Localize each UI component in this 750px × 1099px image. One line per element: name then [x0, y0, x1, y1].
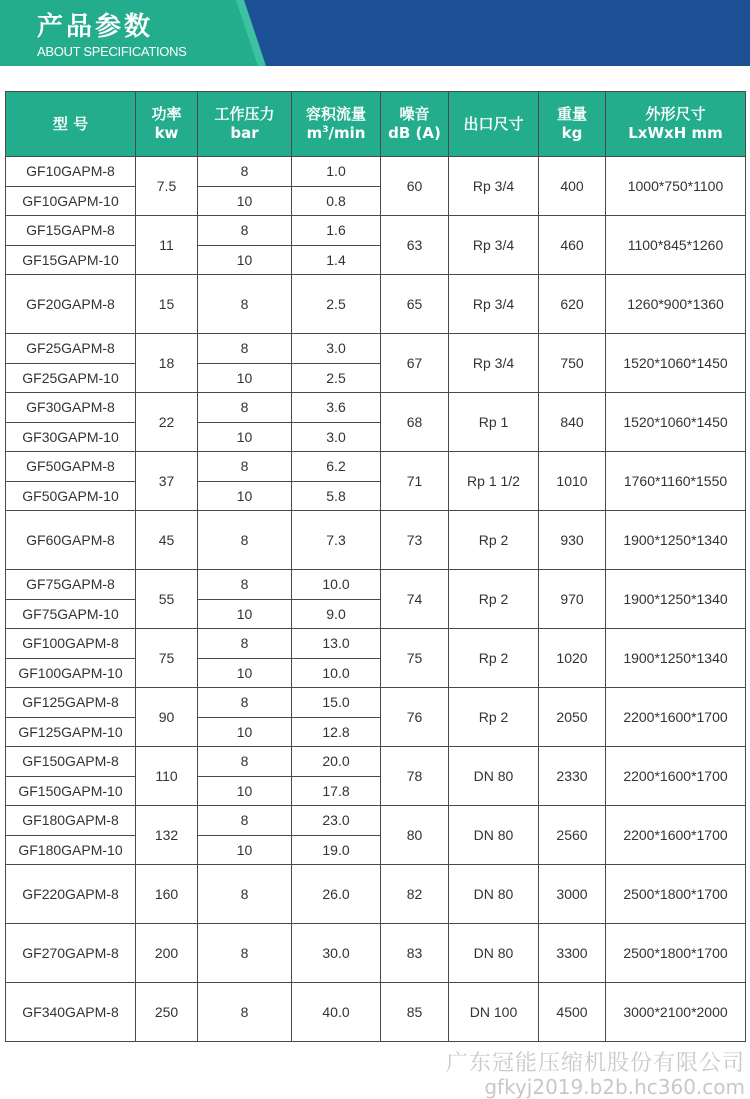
power-cell: 37	[136, 452, 198, 511]
dimensions-cell: 1900*1250*1340	[606, 511, 746, 570]
table-row	[6, 393, 746, 423]
table-header-row	[6, 92, 746, 157]
flow-cell: 5.8	[292, 481, 381, 511]
power-cell: 15	[136, 275, 198, 334]
model-cell: GF20GAPM-8	[6, 275, 136, 334]
header-model	[6, 92, 136, 157]
weight-cell: 4500	[539, 983, 606, 1042]
flow-cell: 17.8	[292, 776, 381, 806]
weight-cell: 2050	[539, 688, 606, 747]
pressure-cell: 8	[198, 570, 292, 600]
table-row	[6, 983, 746, 1042]
header-power	[136, 92, 198, 157]
table-row	[6, 924, 746, 983]
flow-cell: 1.0	[292, 157, 381, 187]
power-cell: 200	[136, 924, 198, 983]
weight-cell: 460	[539, 216, 606, 275]
outlet-cell: Rp 2	[449, 511, 539, 570]
model-cell: GF25GAPM-10	[6, 363, 136, 393]
dimensions-cell: 1000*750*1100	[606, 157, 746, 216]
weight-cell: 840	[539, 393, 606, 452]
dimensions-cell: 2200*1600*1700	[606, 806, 746, 865]
table-row	[6, 688, 746, 718]
power-cell: 75	[136, 629, 198, 688]
pressure-cell: 8	[198, 334, 292, 364]
power-cell: 90	[136, 688, 198, 747]
header-model-label: 型 号	[52, 114, 89, 133]
noise-cell: 83	[381, 924, 449, 983]
power-cell: 22	[136, 393, 198, 452]
model-cell: GF75GAPM-10	[6, 599, 136, 629]
model-cell: GF180GAPM-10	[6, 835, 136, 865]
table-row	[6, 747, 746, 777]
dimensions-cell: 1520*1060*1450	[606, 334, 746, 393]
watermark-url: gfkyj2019.b2b.hc360.com	[484, 1075, 745, 1099]
pressure-cell: 8	[198, 393, 292, 423]
table-body	[6, 157, 746, 1042]
model-cell: GF30GAPM-8	[6, 393, 136, 423]
outlet-cell: DN 80	[449, 924, 539, 983]
noise-cell: 78	[381, 747, 449, 806]
header-flow-unit-base: m	[306, 124, 323, 142]
pressure-cell: 10	[198, 245, 292, 275]
model-cell: GF15GAPM-8	[6, 216, 136, 246]
flow-cell: 2.5	[292, 363, 381, 393]
power-cell: 11	[136, 216, 198, 275]
pressure-cell: 8	[198, 629, 292, 659]
outlet-cell: Rp 3/4	[449, 275, 539, 334]
weight-cell: 2330	[539, 747, 606, 806]
pressure-cell: 10	[198, 599, 292, 629]
flow-cell: 10.0	[292, 570, 381, 600]
dimensions-cell: 2500*1800*1700	[606, 924, 746, 983]
outlet-cell: Rp 2	[449, 570, 539, 629]
dimensions-cell: 2200*1600*1700	[606, 747, 746, 806]
pressure-cell: 8	[198, 452, 292, 482]
power-cell: 160	[136, 865, 198, 924]
pressure-cell: 8	[198, 688, 292, 718]
weight-cell: 400	[539, 157, 606, 216]
dimensions-cell: 1900*1250*1340	[606, 570, 746, 629]
noise-cell: 60	[381, 157, 449, 216]
header-noise	[381, 92, 449, 157]
header-dimensions	[606, 92, 746, 157]
flow-cell: 15.0	[292, 688, 381, 718]
page-title: 产品参数	[37, 12, 154, 42]
table-row	[6, 216, 746, 246]
weight-cell: 3000	[539, 865, 606, 924]
table-row	[6, 334, 746, 364]
weight-cell: 970	[539, 570, 606, 629]
outlet-cell: DN 80	[449, 806, 539, 865]
table-row	[6, 452, 746, 482]
pressure-cell: 8	[198, 747, 292, 777]
flow-cell: 12.8	[292, 717, 381, 747]
outlet-cell: Rp 2	[449, 629, 539, 688]
pressure-cell: 8	[198, 275, 292, 334]
flow-cell: 0.8	[292, 186, 381, 216]
pressure-cell: 8	[198, 806, 292, 836]
model-cell: GF180GAPM-8	[6, 806, 136, 836]
outlet-cell: Rp 3/4	[449, 216, 539, 275]
dimensions-cell: 1760*1160*1550	[606, 452, 746, 511]
pressure-cell: 10	[198, 835, 292, 865]
pressure-cell: 10	[198, 363, 292, 393]
header-weight-label: 重量	[556, 105, 587, 123]
flow-cell: 3.6	[292, 393, 381, 423]
model-cell: GF50GAPM-10	[6, 481, 136, 511]
model-cell: GF125GAPM-8	[6, 688, 136, 718]
outlet-cell: DN 80	[449, 747, 539, 806]
dimensions-cell: 1100*845*1260	[606, 216, 746, 275]
noise-cell: 82	[381, 865, 449, 924]
outlet-cell: Rp 3/4	[449, 334, 539, 393]
outlet-cell: Rp 1 1/2	[449, 452, 539, 511]
dimensions-cell: 2200*1600*1700	[606, 688, 746, 747]
header-dimensions-unit: LxWxH mm	[628, 124, 723, 142]
pressure-cell: 10	[198, 481, 292, 511]
weight-cell: 1010	[539, 452, 606, 511]
model-cell: GF270GAPM-8	[6, 924, 136, 983]
header-pressure	[198, 92, 292, 157]
model-cell: GF340GAPM-8	[6, 983, 136, 1042]
flow-cell: 13.0	[292, 629, 381, 659]
noise-cell: 63	[381, 216, 449, 275]
model-cell: GF125GAPM-10	[6, 717, 136, 747]
model-cell: GF220GAPM-8	[6, 865, 136, 924]
table-row	[6, 806, 746, 836]
pressure-cell: 8	[198, 983, 292, 1042]
dimensions-cell: 3000*2100*2000	[606, 983, 746, 1042]
header-weight-unit: kg	[561, 124, 583, 142]
pressure-cell: 10	[198, 422, 292, 452]
flow-cell: 23.0	[292, 806, 381, 836]
flow-cell: 19.0	[292, 835, 381, 865]
power-cell: 250	[136, 983, 198, 1042]
header-flow-unit-exponent: 3	[322, 125, 329, 135]
outlet-cell: Rp 2	[449, 688, 539, 747]
model-cell: GF30GAPM-10	[6, 422, 136, 452]
flow-cell: 20.0	[292, 747, 381, 777]
header-pressure-label: 工作压力	[214, 105, 275, 123]
power-cell: 55	[136, 570, 198, 629]
table-row	[6, 865, 746, 924]
noise-cell: 68	[381, 393, 449, 452]
noise-cell: 76	[381, 688, 449, 747]
header-power-label: 功率	[151, 105, 182, 123]
flow-cell: 3.0	[292, 422, 381, 452]
weight-cell: 1020	[539, 629, 606, 688]
pressure-cell: 10	[198, 186, 292, 216]
weight-cell: 3300	[539, 924, 606, 983]
outlet-cell: DN 80	[449, 865, 539, 924]
pressure-cell: 10	[198, 717, 292, 747]
flow-cell: 6.2	[292, 452, 381, 482]
header-dimensions-label: 外形尺寸	[645, 105, 706, 123]
header-banner	[0, 0, 750, 66]
flow-cell: 1.4	[292, 245, 381, 275]
header-pressure-unit: bar	[230, 124, 259, 142]
noise-cell: 80	[381, 806, 449, 865]
specifications-table	[5, 91, 746, 1042]
model-cell: GF50GAPM-8	[6, 452, 136, 482]
outlet-cell: Rp 3/4	[449, 157, 539, 216]
pressure-cell: 10	[198, 658, 292, 688]
flow-cell: 10.0	[292, 658, 381, 688]
flow-cell: 26.0	[292, 865, 381, 924]
model-cell: GF10GAPM-8	[6, 157, 136, 187]
flow-cell: 2.5	[292, 275, 381, 334]
weight-cell: 930	[539, 511, 606, 570]
page-subtitle: ABOUT SPECIFICATIONS	[37, 44, 187, 59]
model-cell: GF100GAPM-10	[6, 658, 136, 688]
table-row	[6, 570, 746, 600]
dimensions-cell: 2500*1800*1700	[606, 865, 746, 924]
noise-cell: 85	[381, 983, 449, 1042]
header-flow	[292, 92, 381, 157]
flow-cell: 9.0	[292, 599, 381, 629]
weight-cell: 620	[539, 275, 606, 334]
model-cell: GF75GAPM-8	[6, 570, 136, 600]
power-cell: 45	[136, 511, 198, 570]
model-cell: GF150GAPM-8	[6, 747, 136, 777]
header-noise-unit: dB (A)	[388, 124, 441, 142]
pressure-cell: 8	[198, 924, 292, 983]
noise-cell: 75	[381, 629, 449, 688]
pressure-cell: 8	[198, 157, 292, 187]
header-outlet	[449, 92, 539, 157]
table-row	[6, 629, 746, 659]
flow-cell: 3.0	[292, 334, 381, 364]
flow-cell: 1.6	[292, 216, 381, 246]
table-row	[6, 157, 746, 187]
header-power-unit: kw	[154, 124, 179, 142]
model-cell: GF100GAPM-8	[6, 629, 136, 659]
model-cell: GF15GAPM-10	[6, 245, 136, 275]
outlet-cell: Rp 1	[449, 393, 539, 452]
dimensions-cell: 1900*1250*1340	[606, 629, 746, 688]
flow-cell: 30.0	[292, 924, 381, 983]
flow-cell: 40.0	[292, 983, 381, 1042]
pressure-cell: 10	[198, 776, 292, 806]
model-cell: GF25GAPM-8	[6, 334, 136, 364]
power-cell: 18	[136, 334, 198, 393]
power-cell: 132	[136, 806, 198, 865]
power-cell: 110	[136, 747, 198, 806]
pressure-cell: 8	[198, 865, 292, 924]
header-noise-label: 噪音	[399, 105, 430, 123]
dimensions-cell: 1520*1060*1450	[606, 393, 746, 452]
table-row	[6, 275, 746, 334]
table-row	[6, 511, 746, 570]
weight-cell: 2560	[539, 806, 606, 865]
watermark-company: 广东冠能压缩机股份有限公司	[445, 1051, 745, 1076]
model-cell: GF10GAPM-10	[6, 186, 136, 216]
pressure-cell: 8	[198, 511, 292, 570]
noise-cell: 73	[381, 511, 449, 570]
noise-cell: 74	[381, 570, 449, 629]
noise-cell: 67	[381, 334, 449, 393]
noise-cell: 71	[381, 452, 449, 511]
noise-cell: 65	[381, 275, 449, 334]
model-cell: GF60GAPM-8	[6, 511, 136, 570]
outlet-cell: DN 100	[449, 983, 539, 1042]
watermark	[446, 1046, 745, 1099]
weight-cell: 750	[539, 334, 606, 393]
header-weight	[539, 92, 606, 157]
flow-cell: 7.3	[292, 511, 381, 570]
header-flow-label: 容积流量	[305, 105, 366, 123]
model-cell: GF150GAPM-10	[6, 776, 136, 806]
pressure-cell: 8	[198, 216, 292, 246]
header-flow-unit-suffix: /min	[328, 124, 366, 142]
header-outlet-label: 出口尺寸	[463, 114, 524, 133]
power-cell: 7.5	[136, 157, 198, 216]
dimensions-cell: 1260*900*1360	[606, 275, 746, 334]
